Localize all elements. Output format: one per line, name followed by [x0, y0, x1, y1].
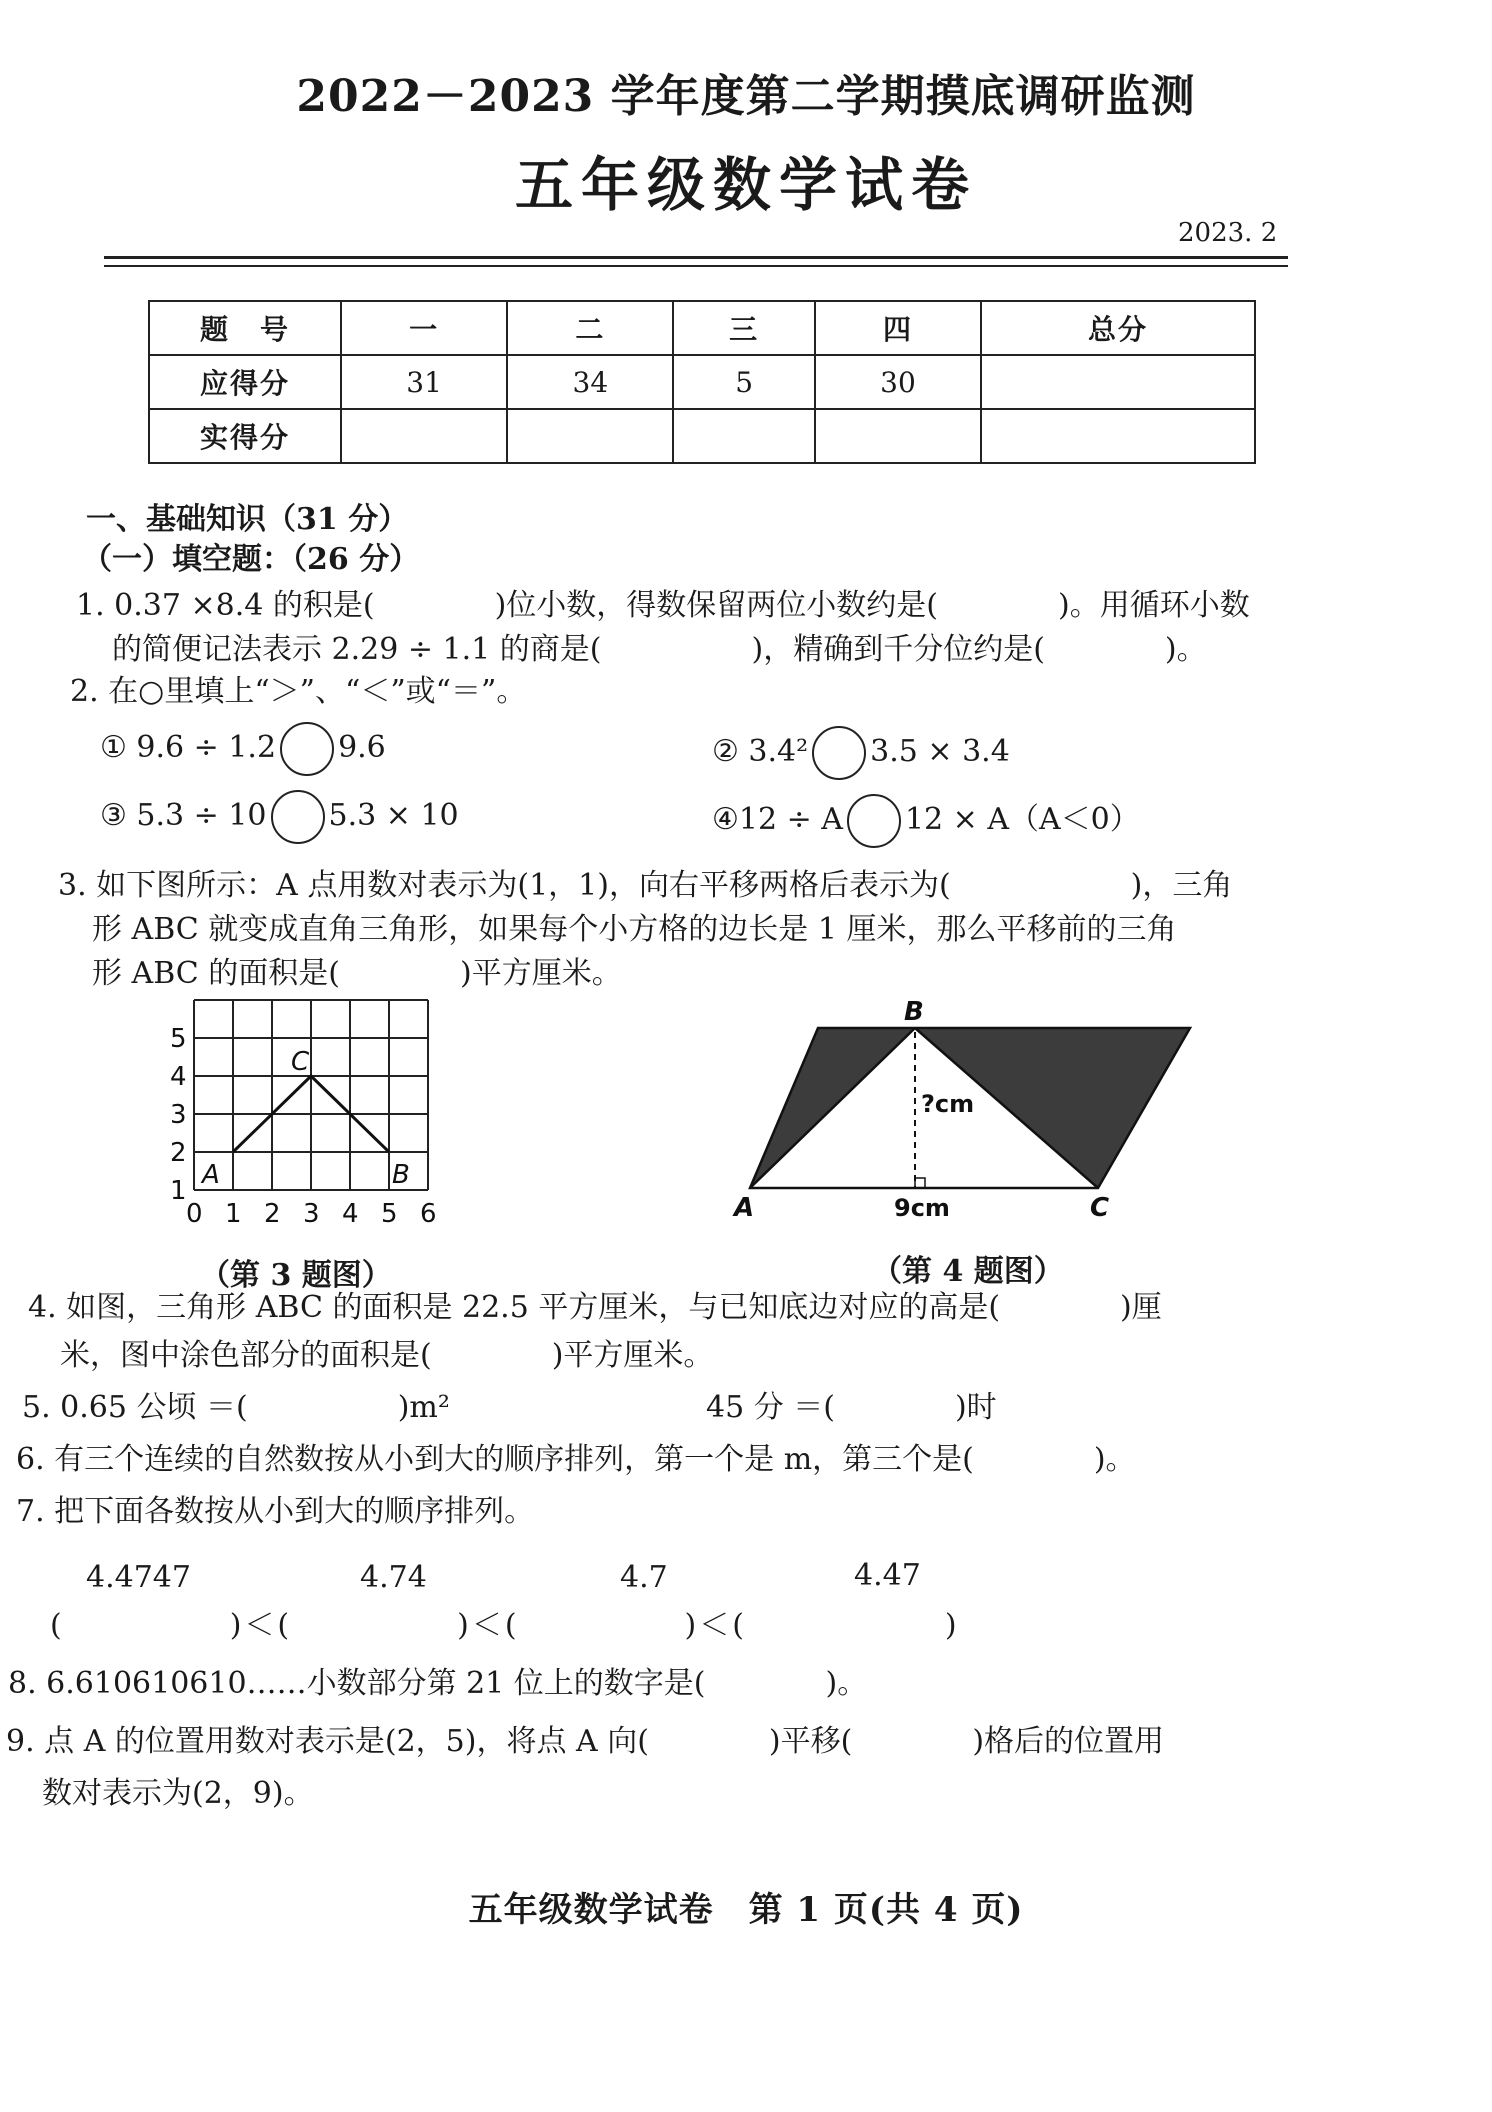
point-label-c: C [291, 1047, 310, 1077]
q3-line1: 3. 如下图所示：A 点用数对表示为(1，1)，向右平移两格后表示为( )，三角 [58, 868, 1233, 903]
x-tick-label: 4 [342, 1199, 359, 1229]
score-table-actual-row [149, 409, 1255, 463]
x-tick-label: 5 [381, 1199, 398, 1229]
score-table-header-row [149, 301, 1255, 355]
q2-item-1-right: 9.6 [338, 730, 386, 765]
x-tick-label: 1 [225, 1199, 242, 1229]
score-table-column-header: 二 [507, 301, 673, 355]
q1-line2: 的简便记法表示 2.29 ÷ 1.1 的商是( )，精确到千分位约是( )。 [112, 632, 1207, 667]
q1-line1: 1. 0.37 ×8.4 的积是( )位小数，得数保留两位小数约是( )。用循环小数 [76, 588, 1250, 623]
right-angle-marker [915, 1178, 925, 1188]
answer-circle[interactable] [271, 790, 325, 844]
q2-item-4-right: 12 × A（A＜0） [904, 802, 1140, 837]
exam-date: 2023. 2 [1178, 218, 1278, 248]
x-tick-label: 3 [303, 1199, 320, 1229]
score-cell: 31 [341, 355, 507, 409]
q2-item-1 [100, 722, 386, 776]
score-table-column-header: 三 [673, 301, 814, 355]
score-cell [341, 409, 507, 463]
q2-item-3-left: ③ 5.3 ÷ 10 [100, 798, 267, 833]
score-table-column-header: 一 [341, 301, 507, 355]
y-tick-label: 4 [170, 1062, 187, 1092]
q7-stem: 7. 把下面各数按从小到大的顺序排列。 [16, 1494, 535, 1529]
score-cell [981, 355, 1255, 409]
q2-item-3 [100, 790, 459, 844]
q3-line3: 形 ABC 的面积是( )平方厘米。 [92, 956, 622, 991]
base-label: 9cm [894, 1194, 950, 1222]
q2-item-2-left: ② 3.4² [712, 734, 809, 769]
figure3-caption: （第 3 题图） [200, 1258, 392, 1293]
score-cell [673, 409, 814, 463]
figure3-grid [150, 990, 470, 1240]
q7-answer-row: ( )＜( )＜( )＜( ) [50, 1608, 960, 1643]
q2-item-1-left: ① 9.6 ÷ 1.2 [100, 730, 277, 765]
q5-right: 45 分 ＝( )时 [706, 1390, 997, 1425]
q7-number: 4.74 [360, 1560, 427, 1595]
exam-title-line1: 2022－2023 学年度第二学期摸底调研监测 [296, 71, 1196, 122]
answer-circle[interactable] [812, 726, 866, 780]
q2-item-4 [712, 794, 1140, 848]
q7-number: 4.47 [854, 1558, 921, 1593]
exam-title-line2: 五年级数学试卷 [514, 151, 977, 219]
figure4-caption: （第 4 题图） [872, 1254, 1064, 1289]
x-tick-label: 2 [264, 1199, 281, 1229]
y-tick-label: 5 [170, 1024, 187, 1054]
q4-line2: 米，图中涂色部分的面积是( )平方厘米。 [60, 1338, 714, 1373]
q6-text: 6. 有三个连续的自然数按从小到大的顺序排列，第一个是 m，第三个是( )。 [16, 1442, 1136, 1477]
y-tick-label: 3 [170, 1100, 187, 1130]
q7-number: 4.7 [620, 1560, 668, 1595]
q2-item-2-right: 3.5 × 3.4 [870, 734, 1010, 769]
score-cell: 34 [507, 355, 673, 409]
page-footer: 五年级数学试卷 第 1 页(共 4 页) [468, 1890, 1024, 1930]
subsection-title: （一）填空题：（26 分） [82, 542, 420, 577]
q2-stem: 2. 在○里填上“＞”、“＜”或“＝”。 [70, 674, 527, 709]
header-rule-thin [104, 265, 1288, 267]
y-tick-label: 1 [170, 1176, 187, 1206]
header-rule-thick [104, 256, 1288, 259]
score-table-row-header: 题 号 [149, 301, 341, 355]
point-label-b: B [904, 1000, 924, 1027]
score-cell: 30 [815, 355, 981, 409]
figure4-diagram [730, 1000, 1200, 1230]
q9-line2: 数对表示为(2，9)。 [42, 1776, 314, 1811]
score-table-row-header: 实得分 [149, 409, 341, 463]
score-table [148, 300, 1256, 464]
score-cell: 5 [673, 355, 814, 409]
score-cell [981, 409, 1255, 463]
score-cell [815, 409, 981, 463]
q3-line2: 形 ABC 就变成直角三角形，如果每个小方格的边长是 1 厘米，那么平移前的三角 [92, 912, 1177, 947]
point-label-b: B [392, 1160, 410, 1190]
score-cell [507, 409, 673, 463]
point-label-a: A [202, 1160, 220, 1190]
point-label-a: A [734, 1193, 755, 1223]
q2-item-4-left: ④12 ÷ A [712, 802, 843, 837]
x-tick-label: 6 [420, 1199, 437, 1229]
q9-line1: 9. 点 A 的位置用数对表示是(2，5)，将点 A 向( )平移( )格后的位置用 [6, 1724, 1165, 1759]
q5-left: 5. 0.65 公顷 ＝( )m² [22, 1390, 450, 1425]
score-table-should-row [149, 355, 1255, 409]
score-table-column-header: 四 [815, 301, 981, 355]
q8-text: 8. 6.610610610……小数部分第 21 位上的数字是( )。 [8, 1666, 868, 1701]
score-table-column-header: 总分 [981, 301, 1255, 355]
y-tick-label: 2 [170, 1138, 187, 1168]
answer-circle[interactable] [280, 722, 334, 776]
q2-item-3-right: 5.3 × 10 [328, 798, 459, 833]
q7-number: 4.4747 [86, 1560, 191, 1595]
score-table-row-header: 应得分 [149, 355, 341, 409]
height-label: ?cm [921, 1090, 975, 1118]
q4-line1: 4. 如图，三角形 ABC 的面积是 22.5 平方厘米，与已知底边对应的高是( )厘 [28, 1290, 1162, 1325]
section-title: 一、基础知识（31 分） [86, 502, 409, 537]
answer-circle[interactable] [847, 794, 901, 848]
point-label-c: C [1090, 1193, 1110, 1223]
x-tick-label: 0 [186, 1199, 203, 1229]
q2-item-2 [712, 726, 1010, 780]
